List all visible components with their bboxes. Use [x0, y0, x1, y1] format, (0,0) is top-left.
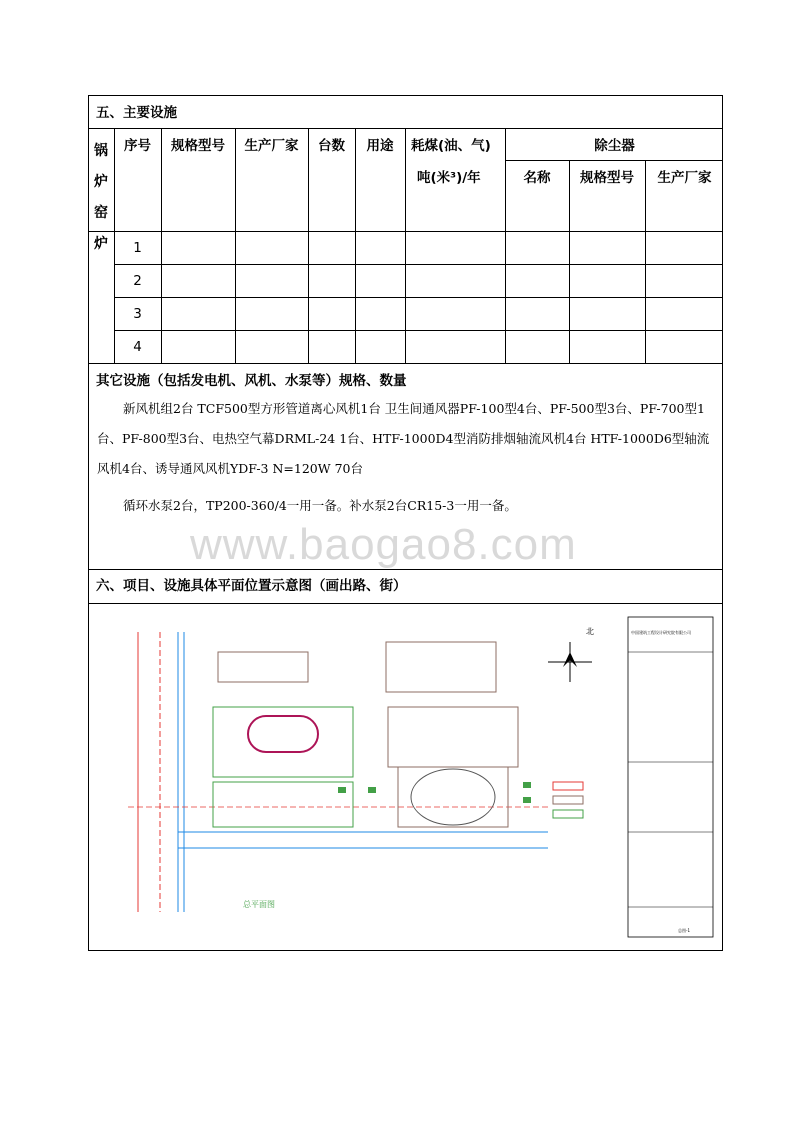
col-divider [405, 128, 406, 363]
header-model: 规格型号 [171, 138, 225, 154]
col-divider [645, 160, 646, 363]
header-maker: 生产厂家 [244, 138, 299, 154]
header-dust-collector: 除尘器 [594, 138, 635, 154]
green-marker [368, 787, 376, 793]
col-divider [569, 160, 570, 363]
other-facilities-para2: 循环水泵2台，TP200-360/4一用一备。补水泵2台CR15-3一用一备。 [123, 498, 517, 513]
watermark: www.baogao8.com [190, 520, 577, 569]
header-dust-name: 名称 [523, 170, 551, 186]
company-name: 中国建筑工程设计研究院有限公司 [631, 630, 691, 635]
green-marker [338, 787, 346, 793]
header-fuel-line2: 吨(米³)/年 [417, 170, 481, 186]
col-divider [355, 128, 356, 363]
other-facilities-para1: 新风机组2台 TCF500型方形管道离心风机1台 卫生间通风器PF-100型4台、PF-500型3台、PF-700型1台、PF-800型3台、电热空气幕DRML-24 1台、HTF-1000D4型消防排烟轴流风机4台 HTF-1000D6型轴流风机4台、诱导通风风机YDF-3 N=120W 70台 [97, 401, 710, 476]
col-divider [235, 128, 236, 363]
row-divider [114, 297, 722, 298]
site-plan-drawing [118, 612, 722, 942]
section5-title: 五、主要设施 [96, 105, 177, 121]
header-dust-maker: 生产厂家 [657, 170, 712, 186]
row-divider [114, 330, 722, 331]
row-divider [89, 363, 722, 364]
north-label: 北 [586, 627, 594, 636]
col-divider [161, 128, 162, 363]
other-facilities-title: 其它设施（包括发电机、风机、水泵等）规格、数量 [96, 373, 407, 389]
dust-header-divider [505, 160, 722, 161]
boiler-kiln-label: 锅炉窑炉 [94, 143, 108, 252]
green-marker [523, 797, 531, 803]
green-marker [523, 782, 531, 788]
row-number: 2 [133, 273, 142, 289]
row-divider [89, 603, 722, 604]
row-number: 3 [133, 306, 142, 322]
drawing-number: 总图-1 [678, 928, 690, 933]
header-seq: 序号 [124, 138, 151, 154]
row-divider [114, 264, 722, 265]
section6-title: 六、项目、设施具体平面位置示意图（画出路、街） [96, 578, 407, 594]
header-fuel-line1: 耗煤(油、气) [411, 138, 491, 154]
row-number: 4 [133, 339, 142, 355]
header-count: 台数 [318, 138, 345, 154]
row-number: 1 [133, 240, 142, 256]
header-use: 用途 [366, 138, 394, 154]
plan-caption: 总平面图 [243, 900, 275, 909]
col-divider [505, 128, 506, 363]
col-divider [308, 128, 309, 363]
header-dust-model: 规格型号 [580, 170, 634, 186]
